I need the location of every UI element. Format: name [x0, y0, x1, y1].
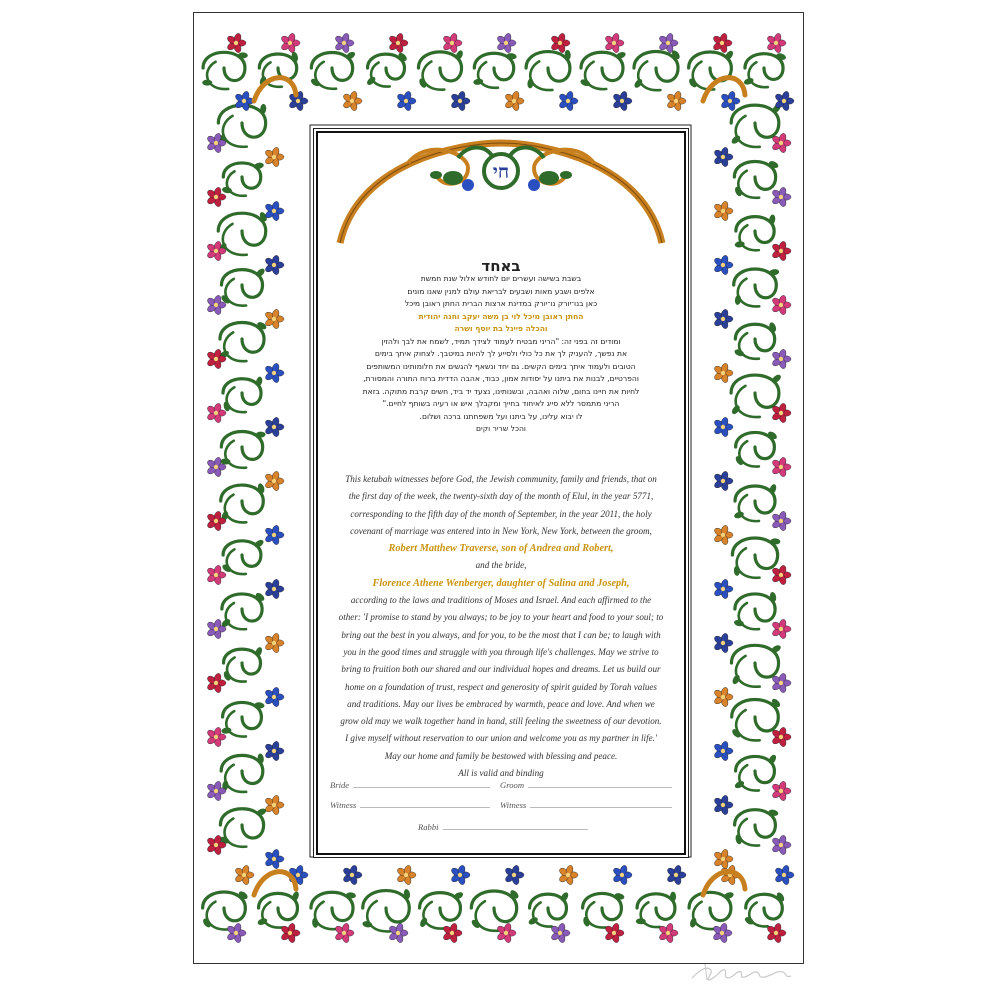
english-line: May our home and family be bestowed with blessing and peace. — [384, 750, 618, 761]
witness2-label: Witness — [500, 800, 527, 810]
rabbi-signature-line — [418, 822, 588, 832]
hebrew-line: הריני מתמסר ללא סייג לאיחוד בחייך ומקבלך איש או רעיה בשותף לחיים." — [382, 399, 620, 408]
signature-block — [328, 778, 674, 848]
english-text — [326, 471, 676, 782]
hebrew-line: והכל שריר וקים — [475, 424, 527, 433]
english-line: you in the good times and struggle with you through life's challenges. May we strive to — [343, 646, 659, 657]
english-line: home on a foundation of trust, respect and generosity of spirit guided by Torah values — [345, 681, 657, 692]
english-line: This ketubah witnesses before God, the Jewish community, family and friends, that on — [345, 474, 657, 484]
witness1-signature-line — [330, 800, 490, 810]
arch-ornament — [318, 133, 684, 253]
english-line: corresponding to the fifth day of the month of September, in the year 2011, the holy — [350, 508, 652, 519]
english-line: grow old may we walk together hand in hand, still feeling the sweetness of our devotion. — [340, 716, 662, 727]
ketubah-frame — [193, 12, 804, 964]
english-line: bring to fruition both our shared and our individual hopes and dreams. Let us build our — [341, 664, 661, 675]
witness2-signature-line — [500, 800, 672, 810]
hebrew-groom-line: החתן ראובן מיכל לוי בן משה יעקב וחנה יהודית — [418, 311, 584, 321]
bride-name: Florence Athene Wenberger, daughter of Salina and Joseph, — [372, 577, 630, 589]
groom-label: Groom — [500, 780, 525, 790]
english-line: according to the laws and traditions of Moses and Israel. And each affirmed to the — [350, 595, 652, 606]
english-line: and traditions. May our lives be embraced by warmth, peace and love. And when we — [347, 698, 655, 709]
hebrew-line: כאן בנו־יורק נו־יורק במדינת ארצות הברית החתן ראובן מיכל — [404, 299, 598, 308]
hebrew-line: אלפים ושבע מאות ושבעים לבריאת עולם למנין שאנו מונים — [407, 286, 595, 296]
english-line: other: 'I promise to stand by you always; to be joy to your heart and food to your soul; to — [338, 612, 664, 623]
groom-name: Robert Matthew Traverse, son of Andrea and Robert, — [388, 543, 614, 555]
hebrew-title: באחד — [481, 257, 521, 275]
english-line: and the bride, — [475, 560, 527, 571]
artist-signature — [687, 960, 797, 984]
chai-emblem: חי — [492, 161, 510, 183]
english-line: the first day of the week, the twenty-sixth day of the month of Elul, in the year 5771, — [348, 491, 654, 502]
hebrew-bride-line: והכלה פייגל בת יוסף ושרה — [454, 324, 548, 333]
english-line: bring out the best in you always, and for you, to be the most that I can be; to laugh with — [341, 629, 661, 640]
hebrew-line: את נפשך, להעניק לך את כל כולי ולסייע לך להיות במיטבך. לצחוק איתך בימים — [374, 349, 628, 358]
groom-signature-line — [500, 780, 672, 790]
rabbi-label: Rabbi — [418, 822, 439, 832]
witness1-label: Witness — [330, 800, 357, 810]
bride-signature-line — [330, 780, 490, 790]
hebrew-line: ומודים זה בפני זה: "הריני מבטיח לעמוד לצידך תמיד, לשמח את לבך ולהזין — [381, 336, 621, 346]
bride-label: Bride — [330, 780, 350, 790]
english-line: covenant of marriage was entered into in New York, New York, between the groom, — [350, 525, 652, 536]
hebrew-line: הטובים ולעמוד איתך בימים הקשים. גם יחד ונשאף להגשים את חלומותינו המשותפים — [366, 361, 636, 371]
hebrew-line: בשבת בשישה ועשרים יום לחודש אלול שנת חמשת — [420, 274, 582, 283]
hebrew-line: והפרטיים, לבנות את ביתנו על יסודות אמון, כבוד, אהבה הדדית ברוח התורה והמסורת, — [363, 374, 639, 383]
hebrew-text — [332, 273, 670, 436]
english-line: I give myself without reservation to our union and welcome you as my partner in life.' — [345, 733, 657, 744]
hebrew-line: לו יבוא עלינו, על ביתנו ועל משפחתנו ברכה ושלום. — [419, 411, 583, 421]
hebrew-line: לחיות את חיינו בחום, שלוה ואהבה, ובשנותינו, נצעד יד ביד, חשים קרבת מתוקה. בזאת — [362, 386, 640, 396]
english-line: All is valid and binding — [458, 768, 544, 779]
text-panel — [316, 131, 686, 855]
